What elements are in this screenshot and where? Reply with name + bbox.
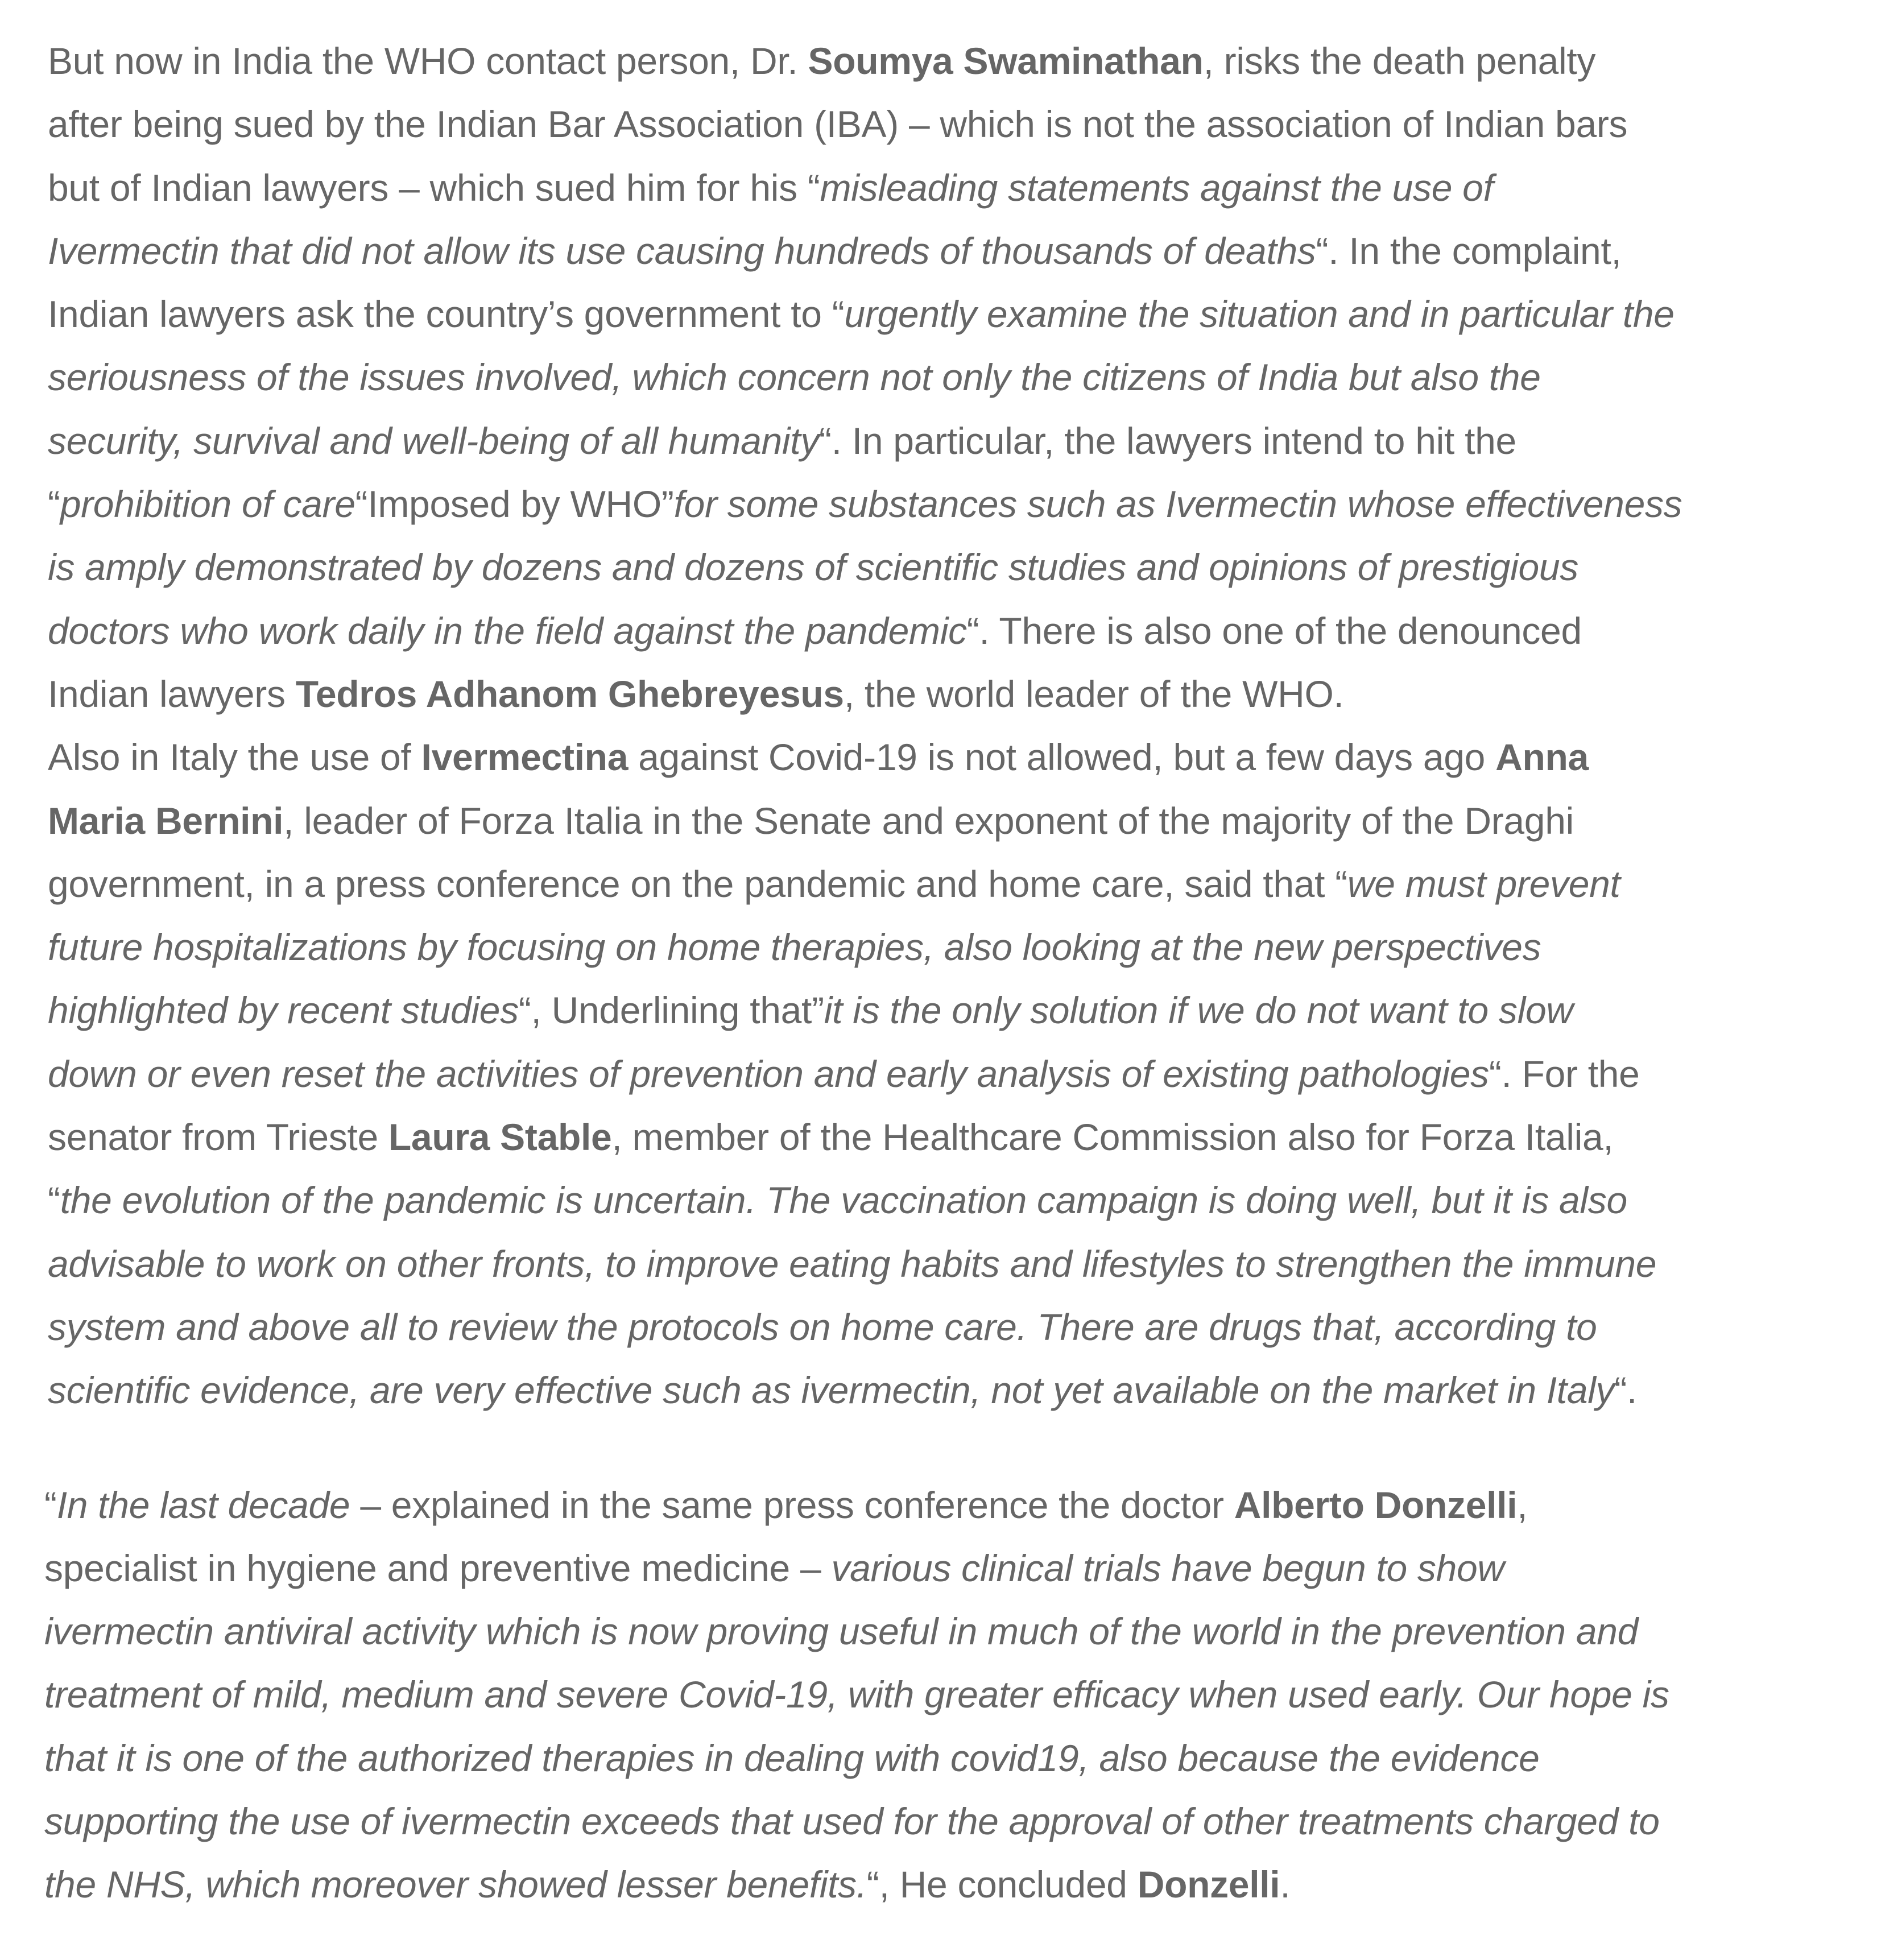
text-run: “, Underlining that” (518, 989, 824, 1032)
text-line (48, 1169, 1868, 1232)
italic-quote: urgently examine the situation and in particular the (844, 293, 1675, 336)
text-run: government, in a press conference on the pandemic and home care, said that “ (48, 862, 1347, 905)
text-line (48, 30, 1868, 93)
text-run: Also in Italy the use of (48, 736, 421, 779)
text-run: “ (48, 1179, 60, 1222)
text-line (48, 410, 1868, 473)
italic-quote: scientific evidence, are very effective such as ivermectin, not yet available on the market in Italy (48, 1369, 1615, 1412)
italic-quote: Ivermectin that did not allow its use causing hundreds of thousands of deaths (48, 229, 1316, 272)
text-run: , leader of Forza Italia in the Senate and exponent of the majority of the Draghi (283, 799, 1574, 842)
text-line (48, 283, 1868, 346)
text-run: “ (48, 483, 60, 526)
text-line (48, 346, 1868, 409)
text-run: Indian lawyers ask the country’s government to “ (48, 293, 845, 336)
text-run: against Covid-19 is not allowed, but a few days ago (628, 736, 1496, 779)
italic-quote: for some substances such as Ivermectin whose effectiveness (673, 483, 1682, 526)
text-run: senator from Trieste (48, 1116, 388, 1159)
text-line (48, 1106, 1868, 1169)
text-run: “. In the complaint, (1316, 229, 1622, 272)
text-run: but of Indian lawyers – which sued him for his “ (48, 166, 820, 209)
text-line (48, 663, 1868, 726)
italic-quote: the evolution of the pandemic is uncertain. The vaccination campaign is doing well, but it is also (60, 1179, 1627, 1222)
text-line (48, 726, 1868, 789)
bold-name: Maria Bernini (48, 799, 284, 842)
italic-quote: doctors who work daily in the field against the pandemic (48, 609, 967, 652)
text-line (48, 1233, 1868, 1296)
text-line (44, 1853, 1868, 1916)
italic-quote: is amply demonstrated by dozens and dozens of scientific studies and opinions of prestigious (48, 546, 1578, 589)
text-line (48, 1296, 1868, 1359)
italic-quote: we must prevent (1347, 862, 1620, 905)
text-line (48, 93, 1868, 156)
text-run: “. (1614, 1369, 1638, 1412)
text-line (44, 1600, 1868, 1663)
bold-name: Ivermectina (421, 736, 629, 779)
text-run: “, He concluded (866, 1863, 1138, 1906)
bold-name: Anna (1495, 736, 1589, 779)
bold-name: Tedros Adhanom Ghebreyesus (295, 672, 844, 715)
italic-quote: system and above all to review the protocols on home care. There are drugs that, according to (48, 1305, 1597, 1348)
text-run: “Imposed by WHO” (355, 483, 674, 526)
text-run: “ (44, 1483, 57, 1526)
italic-quote: the NHS, which moreover showed lesser benefits. (44, 1863, 867, 1906)
bold-name: Alberto Donzelli (1234, 1483, 1518, 1526)
text-line (48, 599, 1868, 663)
italic-quote: highlighted by recent studies (48, 989, 519, 1032)
italic-quote: future hospitalizations by focusing on home therapies, also looking at the new perspectives (48, 926, 1541, 969)
article-body (44, 30, 1868, 1917)
text-line (44, 1790, 1868, 1853)
text-line (48, 156, 1868, 220)
italic-quote: down or even reset the activities of prevention and early analysis of existing pathologies (48, 1052, 1489, 1095)
text-line (44, 1663, 1868, 1726)
text-line (44, 1474, 1868, 1537)
text-run: specialist in hygiene and preventive medicine – (44, 1547, 832, 1589)
italic-quote: various clinical trials have begun to show (831, 1547, 1504, 1589)
text-run: , (1517, 1483, 1528, 1526)
text-line (48, 916, 1868, 979)
italic-quote: security, survival and well-being of all humanity (48, 419, 820, 462)
text-line (44, 1537, 1868, 1600)
text-line (48, 1043, 1868, 1106)
italic-quote: In the last decade (56, 1483, 350, 1526)
text-line (48, 853, 1868, 916)
italic-quote: that it is one of the authorized therapies in dealing with covid19, also because the evidence (44, 1736, 1540, 1779)
text-run: “. There is also one of the denounced (966, 609, 1582, 652)
bold-name: Soumya Swaminathan (808, 40, 1204, 82)
italic-quote: supporting the use of ivermectin exceeds that used for the approval of other treatments charged to (44, 1800, 1660, 1843)
italic-quote: misleading statements against the use of (820, 166, 1494, 209)
italic-quote: prohibition of care (60, 483, 355, 526)
text-line (48, 979, 1868, 1042)
text-run: Indian lawyers (48, 672, 296, 715)
text-line (48, 473, 1868, 536)
text-line (48, 536, 1868, 599)
text-run: after being sued by the Indian Bar Association (IBA) – which is not the association of Indian bars (48, 103, 1628, 146)
paragraph-donzelli-quote (44, 1474, 1868, 1917)
text-run: “. In particular, the lawyers intend to hit the (819, 419, 1516, 462)
text-run: , risks the death penalty (1203, 40, 1596, 82)
italic-quote: it is the only solution if we do not want to slow (824, 989, 1573, 1032)
text-run: But now in India the WHO contact person, Dr. (48, 40, 808, 82)
text-run: , the world leader of the WHO. (844, 672, 1344, 715)
text-run: . (1280, 1863, 1291, 1906)
text-run: , member of the Healthcare Commission also for Forza Italia, (611, 1116, 1614, 1159)
text-run: “. For the (1489, 1052, 1640, 1095)
text-line (48, 789, 1868, 853)
bold-name: Laura Stable (388, 1116, 612, 1159)
paragraph-india-italy (48, 30, 1868, 1423)
italic-quote: advisable to work on other fronts, to improve eating habits and lifestyles to strengthen the immune (48, 1242, 1657, 1285)
text-line (48, 220, 1868, 283)
italic-quote: seriousness of the issues involved, which concern not only the citizens of India but also the (48, 356, 1541, 399)
bold-name: Donzelli (1137, 1863, 1280, 1906)
italic-quote: ivermectin antiviral activity which is now proving useful in much of the world in the prevention and (44, 1610, 1639, 1653)
italic-quote: treatment of mild, medium and severe Covid-19, with greater efficacy when used early. Our hope is (44, 1673, 1669, 1716)
text-line (48, 1359, 1868, 1422)
text-line (44, 1727, 1868, 1790)
text-run: – explained in the same press conference the doctor (350, 1483, 1234, 1526)
